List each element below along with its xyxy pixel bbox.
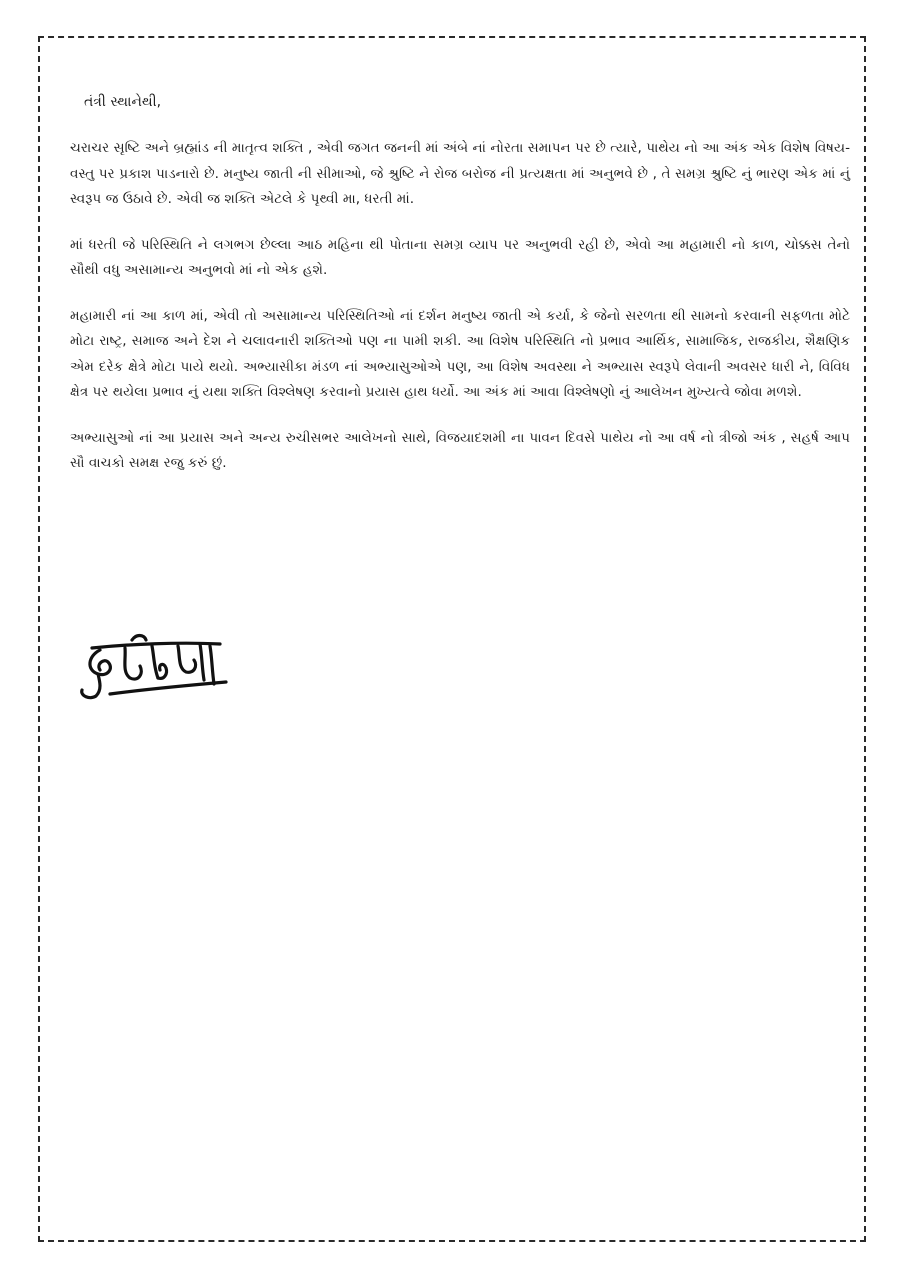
- signature-drawing: [70, 620, 240, 710]
- editorial-body: [70, 90, 850, 497]
- handwritten-signature: [70, 620, 240, 710]
- salutation: તંત્રી સ્થાનેથી,: [84, 94, 162, 110]
- paragraph-4: અભ્યાસુઓ નાં આ પ્રયાસ અને અન્ય રુચીસભર આલેખનો સાથે, વિજયાદશમી ના પાવન દિવસે પાથેય નો આ વર્ષ નો ત્રીજો અંક , સહર્ષ આપ સૌ વાચકો સમક્ષ રજુ કરું છું.: [70, 429, 850, 471]
- paragraph-3: મહામારી નાં આ કાળ માં, એવી તો અસામાન્ય પરિસ્થિતિઓ નાં દર્શન મનુષ્ય જાતી એ કર્યા, કે જેનો સરળતા થી સામનો કરવાની સફળતા મોટે મોટા રાષ્ટ્ર, સમાજ અને દેશ ને ચલાવનારી શક્તિઓ પણ ના પામી શકી. આ વિશેષ પરિસ્થિતિ નો પ્રભાવ આર્થિક, સામાજિક, રાજકીય, શૈક્ષણિક એમ દરેક ક્ષેત્રે મોટા પાયે થયો. અભ્યાસીકા મંડળ નાં અભ્યાસુઓએ પણ, આ વિશેષ અવસ્થા ને અભ્યાસ સ્વરૂપે લેવાની અવસર ધારી ને, વિવિધ ક્ષેત્ર પર થયેલા પ્રભાવ નું યથા શક્તિ વિશ્લેષણ કરવાનો પ્રયાસ હાથ ધર્યો. આ અંક માં આવા વિશ્લેષણો નું આલેખન મુખ્યત્વે જોવા મળશે.: [70, 307, 850, 400]
- paragraph-1: ચરાચર સૃષ્ટિ અને બ્રહ્માંડ ની માતૃત્વ શક્તિ , એવી જગત જનની માં અંબે નાં નોરતા સમાપન પર છે ત્યારે, પાથેય નો આ અંક એક વિશેષ વિષય-વસ્તુ પર પ્રકાશ પાડનારો છે. મનુષ્ય જાતી ની સીમાઓ, જે શ્રુષ્ટિ ને રોજ બરોજ ની પ્રત્યક્ષતા માં અનુભવે છે , તે સમગ્ર શ્રુષ્ટિ નું ભારણ એક માં નું સ્વરૂપ જ ઉઠાવે છે. એવી જ શક્તિ એટલે કે પૃથ્વી મા, ધરતી માં.: [70, 140, 850, 207]
- paragraph-2: માં ધરતી જે પરિસ્થિતિ ને લગભગ છેલ્લા આઠ મહિના થી પોતાના સમગ્ર વ્યાપ પર અનુભવી રહી છે, એવો આ મહામારી નો કાળ, ચોક્કસ તેનો સૌથી વધુ અસામાન્ય અનુભવો માં નો એક હશે.: [70, 236, 850, 278]
